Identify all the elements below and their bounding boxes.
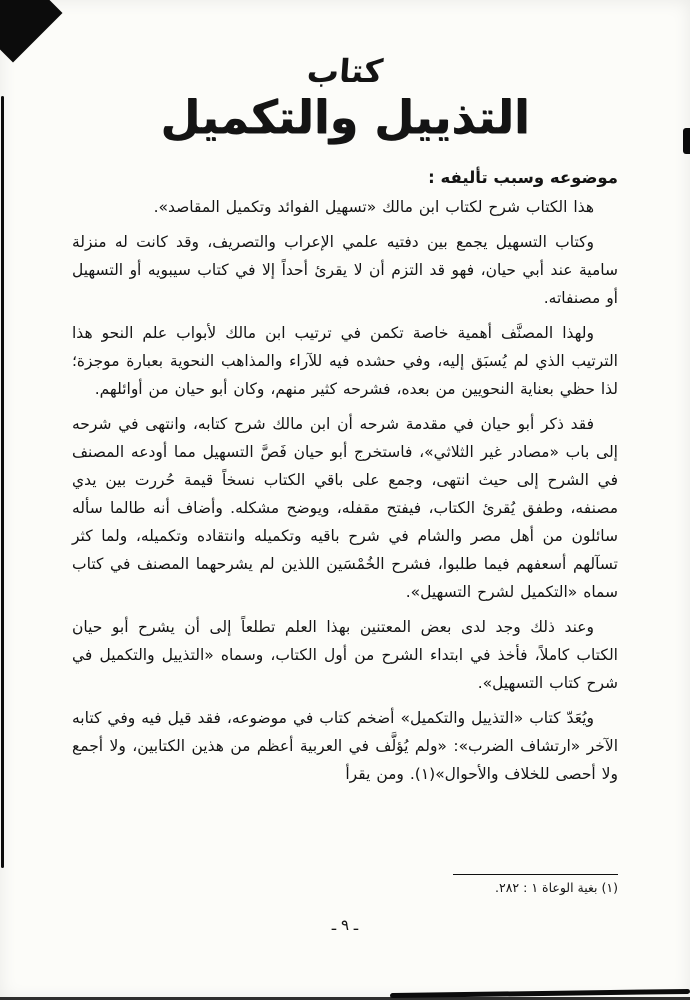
paragraph-3: ولهذا المصنَّف أهمية خاصة تكمن في ترتيب ابن مالك لأبواب علم النحو هذا الترتيب الذي لم يُسبَق إليه، وفي حشده فيه للآراء والمذاهب النحوية بعبارة موجزة؛ لذا حظي بعناية النحويين من بعده، فشرحه كثير منهم، وكان أبو حيان من أوائلهم. <box>72 324 618 398</box>
book-title-calligraphy: التذييل والتكميل <box>160 90 530 144</box>
paragraph-1: هذا الكتاب شرح لكتاب ابن مالك «تسهيل الفوائد وتكميل المقاصد». <box>153 198 594 216</box>
footnote-divider <box>453 874 618 875</box>
paragraph-5: وعند ذلك وجد لدى بعض المعتنين بهذا العلم تطلعاً إلى أن يشرح أبو حيان الكتاب كاملاً، فأخذ في ابتداء الشرح من أول الكتاب، وسماه «التذييل والتكميل في شرح كتاب التسهيل». <box>72 618 618 692</box>
footnote-area <box>72 874 618 897</box>
paragraph-2: وكتاب التسهيل يجمع بين دفتيه علمي الإعراب والتصريف، وقد كانت له منزلة سامية عند أبي حيان، فهو قد التزم أن لا يقرئ أحداً إلا في كتاب سيبويه أو التسهيل أو مصنفاته. <box>72 233 618 307</box>
page-number: ـ ٩ ـ <box>331 916 359 934</box>
section-heading: موضوعه وسبب تأليفه : <box>428 168 618 187</box>
page-content <box>72 168 618 795</box>
kitab-word: كتاب <box>305 52 385 90</box>
paragraph-4: فقد ذكر أبو حيان في مقدمة شرحه أن ابن مالك شرح كتابه، وانتهى في شرحه إلى باب «مصادر غير الثلاثي»، فاستخرج أبو حيان فَصَّ التسهيل مما أودعه المصنف في الشرح إلى حيث انتهى، وجمع على باقي الكتاب نسخاً قيمة حُررت بين يدي مصنفه، وطفق يُقرئ الكتاب، فيفتح مقفله، ويوضح مشكله. وأضاف أنه طالما سأله سائلون من أهل مصر والشام في شرح باقيه وتكميله وانتقاده وتكميله، ولما كثر تسآلهم أسعفهم فيما طلبوا، فشرح الخُمْسَين اللذين لم يشرحهما المصنف في كتاب سماه «التكميل لشرح التسهيل». <box>72 415 618 601</box>
footnote: (١) بغية الوعاة ١ : ٢٨٢. <box>495 880 618 895</box>
scan-artifact-left-edge <box>1 96 4 868</box>
title-block <box>0 52 690 143</box>
paragraph-6: ويُعَدّ كتاب «التذييل والتكميل» أضخم كتاب في موضوعه، فقد قيل فيه وفي كتابه الآخر «ارتشاف الضرب»: «ولم يُؤلَّف في العربية أعظم من هذين الكتابين، ولا أجمع ولا أحصى للخلاف والأحوال»(١). ومن يقرأ <box>72 709 618 783</box>
